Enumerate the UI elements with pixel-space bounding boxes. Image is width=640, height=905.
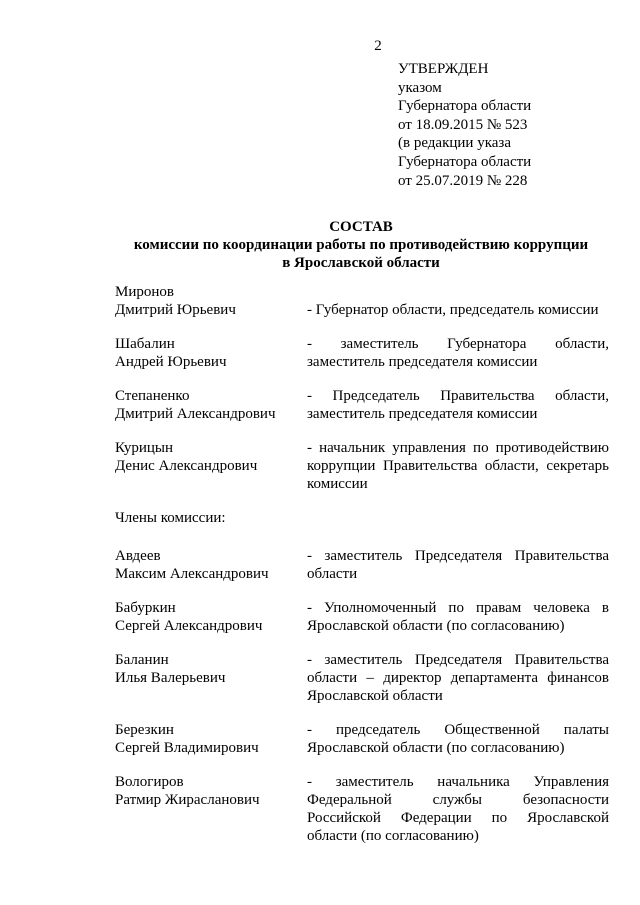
member-role: - председатель Общественной палаты Ярославской области (по согласованию) — [307, 722, 609, 756]
member-name — [115, 721, 307, 757]
member-given-name: Ратмир Жирасланович — [115, 792, 260, 808]
member-surname: Курицын — [115, 440, 174, 456]
approval-line: Губернатора области — [398, 98, 532, 115]
approval-line: от 18.09.2015 № 523 — [398, 116, 528, 133]
member-given-name: Андрей Юрьевич — [115, 354, 227, 370]
member-surname: Вологиров — [115, 774, 184, 790]
member-name — [115, 599, 307, 635]
members-section-label: Члены комиссии: — [115, 510, 226, 526]
member-entry — [115, 335, 609, 371]
member-role: - заместитель Председателя Правительства области — [307, 548, 609, 582]
member-given-name: Дмитрий Александрович — [115, 406, 276, 422]
title-main: СОСТАВ — [329, 219, 393, 235]
member-role: - начальник управления по противодействию коррупции Правительства области, секретарь комиссии — [307, 440, 609, 492]
member-given-name: Сергей Владимирович — [115, 740, 259, 756]
member-name — [115, 283, 307, 319]
member-surname: Авдеев — [115, 548, 161, 564]
member-entry — [115, 439, 609, 493]
approval-line: Губернатора области — [398, 153, 532, 170]
approval-line: указом — [398, 79, 442, 96]
document-title — [0, 218, 640, 272]
member-entry — [115, 721, 609, 757]
member-role: - Уполномоченный по правам человека в Ярославской области (по согласованию) — [307, 600, 609, 634]
member-given-name: Илья Валерьевич — [115, 670, 226, 686]
member-name — [115, 547, 307, 583]
title-line: в Ярославской области — [282, 255, 440, 271]
member-given-name: Максим Александрович — [115, 566, 269, 582]
member-surname: Баланин — [115, 652, 169, 668]
member-role: - Председатель Правительства области, заместитель председателя комиссии — [307, 388, 609, 422]
member-role: - Губернатор области, председатель комиссии — [307, 302, 599, 318]
member-name — [115, 773, 307, 809]
approval-stamp — [398, 60, 531, 190]
member-surname: Миронов — [115, 284, 174, 300]
member-surname: Бабуркин — [115, 600, 176, 616]
member-entry — [115, 773, 609, 845]
member-role: - заместитель Председателя Правительства области – директор департамента финансов Ярославской области — [307, 652, 609, 704]
member-name — [115, 335, 307, 371]
member-role: - заместитель Губернатора области, заместитель председателя комиссии — [307, 336, 609, 370]
commission-list — [115, 283, 609, 861]
member-entry — [115, 547, 609, 583]
member-entry — [115, 651, 609, 705]
member-given-name: Дмитрий Юрьевич — [115, 302, 236, 318]
member-given-name: Денис Александрович — [115, 458, 258, 474]
member-entry — [115, 283, 609, 319]
member-name — [115, 439, 307, 475]
member-name — [115, 651, 307, 687]
approval-line: УТВЕРЖДЕН — [398, 61, 489, 77]
approval-line: (в редакции указа — [398, 135, 511, 152]
member-entry — [115, 387, 609, 423]
member-surname: Шабалин — [115, 336, 175, 352]
title-line: комиссии по координации работы по противодействию коррупции — [133, 237, 589, 253]
member-given-name: Сергей Александрович — [115, 618, 263, 634]
member-surname: Березкин — [115, 722, 174, 738]
member-surname: Степаненко — [115, 388, 190, 404]
page-number: 2 — [374, 38, 382, 54]
member-name — [115, 387, 307, 423]
member-role: - заместитель начальника Управления Федеральной службы безопасности Российской Федерации по Ярославской области (по согласованию) — [307, 774, 609, 844]
member-entry — [115, 599, 609, 635]
approval-line: от 25.07.2019 № 228 — [398, 172, 528, 189]
